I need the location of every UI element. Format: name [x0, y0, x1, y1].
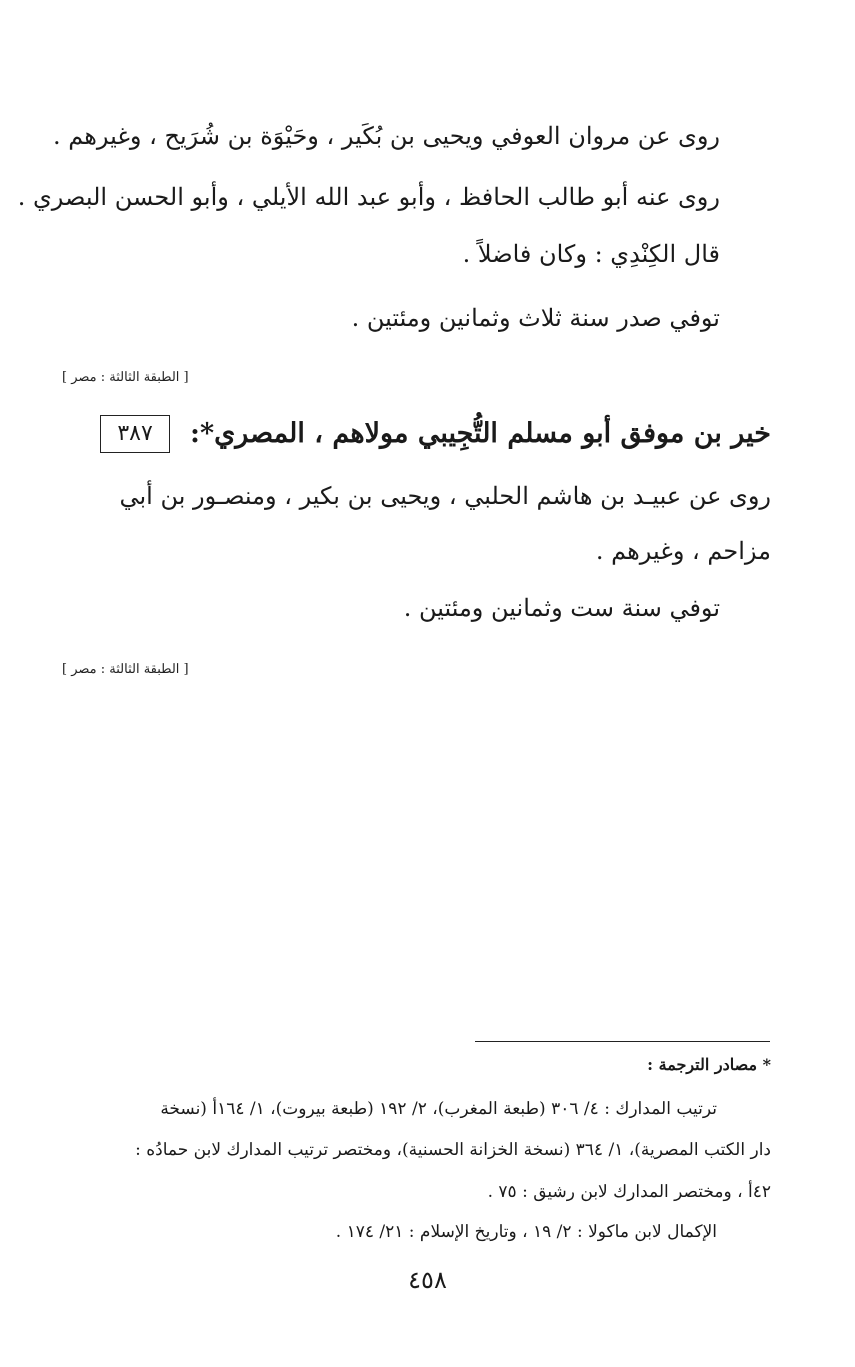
prev-entry-line-4: توفي صدر سنة ثلاث وثمانين ومئتين . — [351, 304, 720, 332]
footnote-line-4: الإكمال لابن ماكولا : ٢/ ١٩ ، وتاريخ الإسلام : ٢١/ ١٧٤ . — [335, 1222, 717, 1242]
page-number: ٤٥٨ — [408, 1266, 447, 1294]
entry-title: خير بن موفق أبو مسلم التُّجِيبي مولاهم ، المصري*: — [190, 418, 771, 449]
prev-entry-line-3: قال الكِنْدِي : وكان فاضلاً . — [462, 240, 720, 268]
footnote-line-2: دار الكتب المصرية)، ١/ ٣٦٤ (نسخة الخزانة الحسنية)، ومختصر ترتيب المدارك لابن حمادُه : — [135, 1140, 771, 1160]
entry-line-1: روى عن عبيـد بن هاشم الحلبي ، ويحيى بن بكير ، ومنصـور بن أبي — [119, 482, 771, 510]
entry-line-3: توفي سنة ست وثمانين ومئتين . — [403, 594, 720, 622]
footnote-line-1: ترتيب المدارك : ٤/ ٣٠٦ (طبعة المغرب)، ٢/ ١٩٢ (طبعة بيروت)، ١/ ١٦٤أ (نسخة — [160, 1099, 717, 1119]
layer-tag: [ الطبقة الثالثة : مصر ] — [62, 370, 189, 385]
prev-entry-line-2: روى عنه أبو طالب الحافظ ، وأبو عبد الله الأيلي ، وأبو الحسن البصري . — [17, 183, 720, 211]
entry-heading — [100, 408, 771, 460]
layer-tag: [ الطبقة الثالثة : مصر ] — [62, 662, 189, 677]
footnote-line-3: ٤٢أ ، ومختصر المدارك لابن رشيق : ٧٥ . — [487, 1182, 771, 1202]
footnote-divider — [475, 1041, 770, 1042]
prev-entry-line-1: روى عن مروان العوفي ويحيى بن بُكَير ، وحَيْوَة بن شُرَيح ، وغيرهم . — [52, 122, 720, 150]
entry-line-2: مزاحم ، وغيرهم . — [595, 537, 771, 565]
footnote-heading: * مصادر الترجمة : — [647, 1055, 771, 1074]
entry-number: ٣٨٧ — [100, 415, 170, 453]
